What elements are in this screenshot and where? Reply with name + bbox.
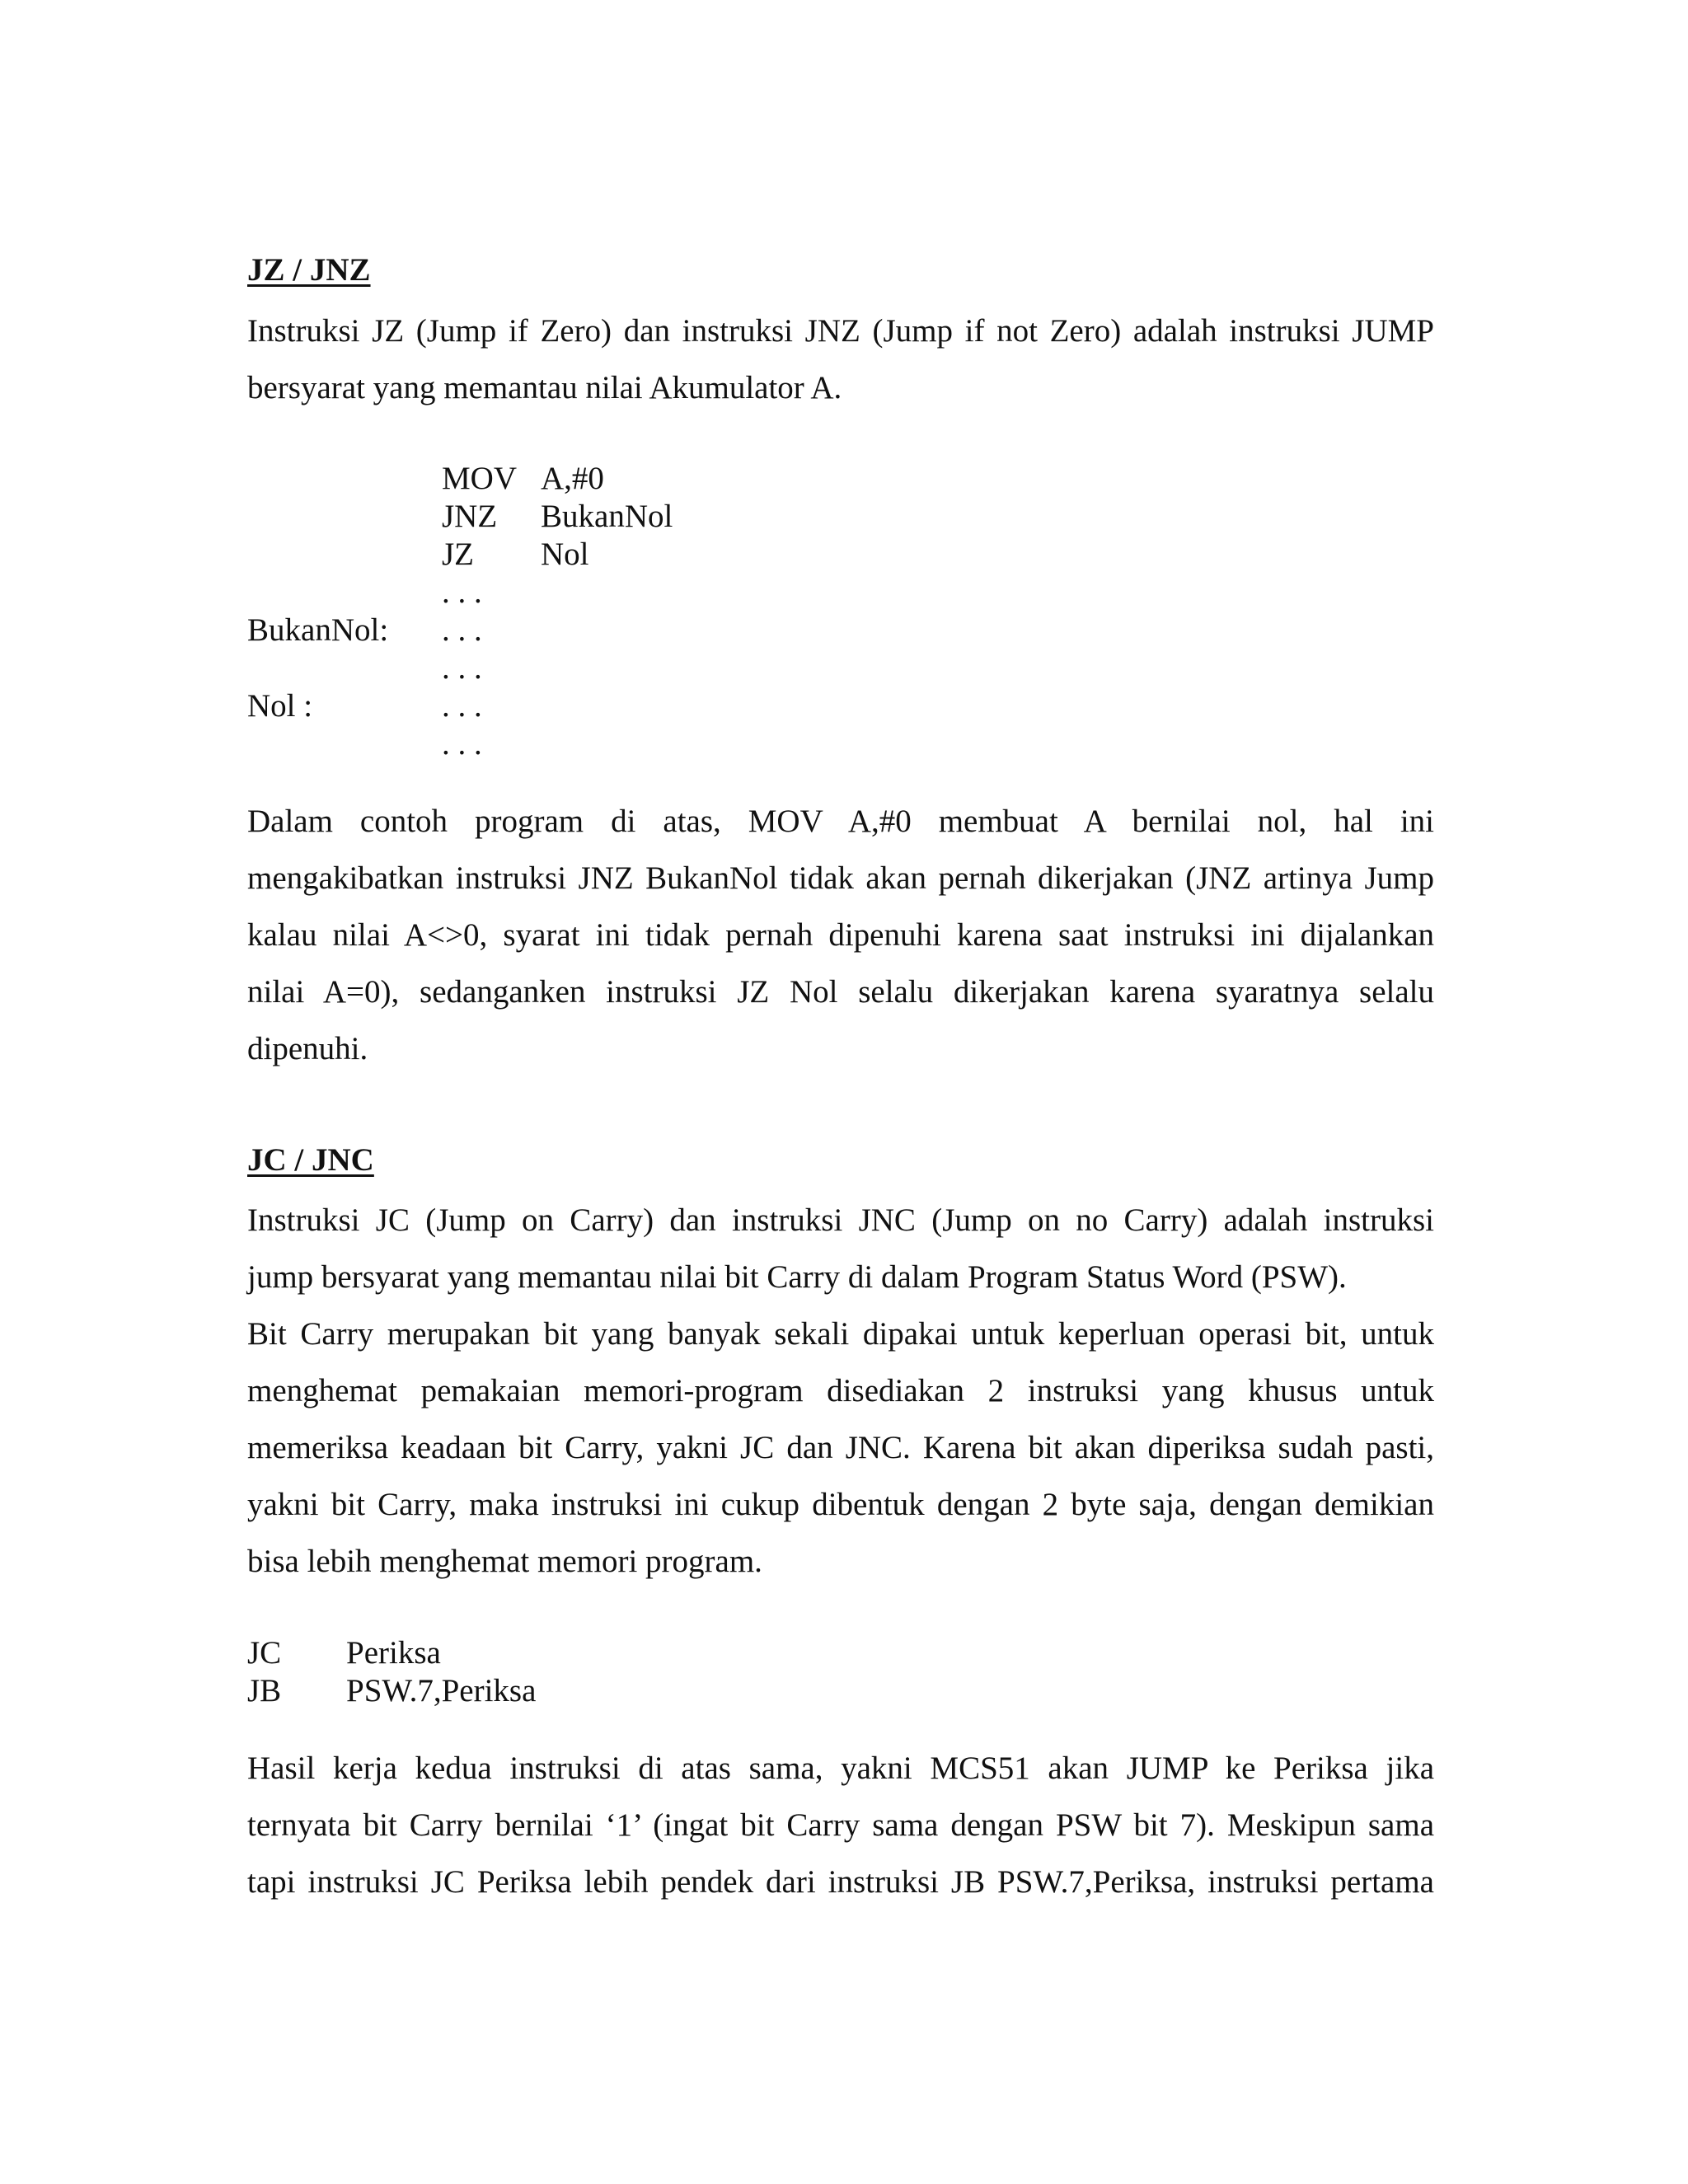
text-line: ternyata bit Carry bernilai ‘1’ (ingat bit Carry sama dengan PSW bit 7). Meskipun sama [247, 1807, 1434, 1843]
code-arg: PSW.7,Periksa [346, 1673, 537, 1708]
text-line: Instruksi JZ (Jump if Zero) dan instruksi JNZ (Jump if not Zero) adalah instruksi JUMP [247, 313, 1434, 349]
text-line: Hasil kerja kedua instruksi di atas sama, yakni MCS51 akan JUMP ke Periksa jika [247, 1750, 1434, 1786]
code-op: . . . [442, 650, 482, 686]
code-op: . . . [442, 688, 482, 724]
code-op: . . . [442, 612, 482, 648]
text-line: bisa lebih menghemat memori program. [247, 1544, 762, 1579]
text-line: mengakibatkan instruksi JNZ BukanNol tidak akan pernah dikerjakan (JNZ artinya Jump [247, 860, 1434, 896]
text-line: nilai A=0), sedanganken instruksi JZ Nol selalu dikerjakan karena syaratnya selalu [247, 974, 1434, 1010]
code-arg: A,#0 [541, 461, 604, 496]
paragraph-jc-jnc-result [247, 1740, 1434, 1910]
paragraph-jz-jnz-explanation [247, 793, 1434, 1077]
paragraph-jz-jnz-intro [247, 302, 1434, 416]
code-op: JB [247, 1673, 282, 1708]
paragraph-jc-jnc-intro [247, 1192, 1434, 1590]
text-line: yakni bit Carry, maka instruksi ini cukup dibentuk dengan 2 byte saja, dengan demikian [247, 1487, 1434, 1522]
code-label: BukanNol: [247, 612, 389, 648]
text-line: bersyarat yang memantau nilai Akumulator A. [247, 370, 842, 405]
text-line: kalau nilai A<>0, syarat ini tidak pernah dipenuhi karena saat instruksi ini dijalankan [247, 917, 1434, 953]
text-line: tapi instruksi JC Periksa lebih pendek dari instruksi JB PSW.7,Periksa, instruksi pertama [247, 1864, 1434, 1900]
code-arg: Nol [541, 537, 589, 572]
section-heading-jc-jnc: JC / JNC [247, 1142, 374, 1178]
text-line: Bit Carry merupakan bit yang banyak sekali dipakai untuk keperluan operasi bit, untuk [247, 1316, 1434, 1352]
code-op: JZ [442, 537, 474, 572]
text-line: jump bersyarat yang memantau nilai bit Carry di dalam Program Status Word (PSW). [247, 1259, 1347, 1295]
code-arg: Periksa [346, 1635, 441, 1671]
code-arg: BukanNol [541, 499, 673, 534]
text-line: Dalam contoh program di atas, MOV A,#0 membuat A bernilai nol, hal ini [247, 804, 1434, 839]
code-label: Nol : [247, 688, 313, 724]
code-op: JNZ [442, 499, 498, 534]
code-op: JC [247, 1635, 282, 1671]
text-line: Instruksi JC (Jump on Carry) dan instruksi JNC (Jump on no Carry) adalah instruksi [247, 1202, 1434, 1238]
text-line: dipenuhi. [247, 1031, 368, 1066]
code-op: . . . [442, 726, 482, 762]
section-heading-jz-jnz: JZ / JNZ [247, 252, 371, 288]
code-op: . . . [442, 574, 482, 610]
text-line: memeriksa keadaan bit Carry, yakni JC dan JNC. Karena bit akan diperiksa sudah pasti, [247, 1430, 1434, 1465]
code-op: MOV [442, 461, 518, 496]
text-line: menghemat pemakaian memori-program disediakan 2 instruksi yang khusus untuk [247, 1373, 1434, 1408]
